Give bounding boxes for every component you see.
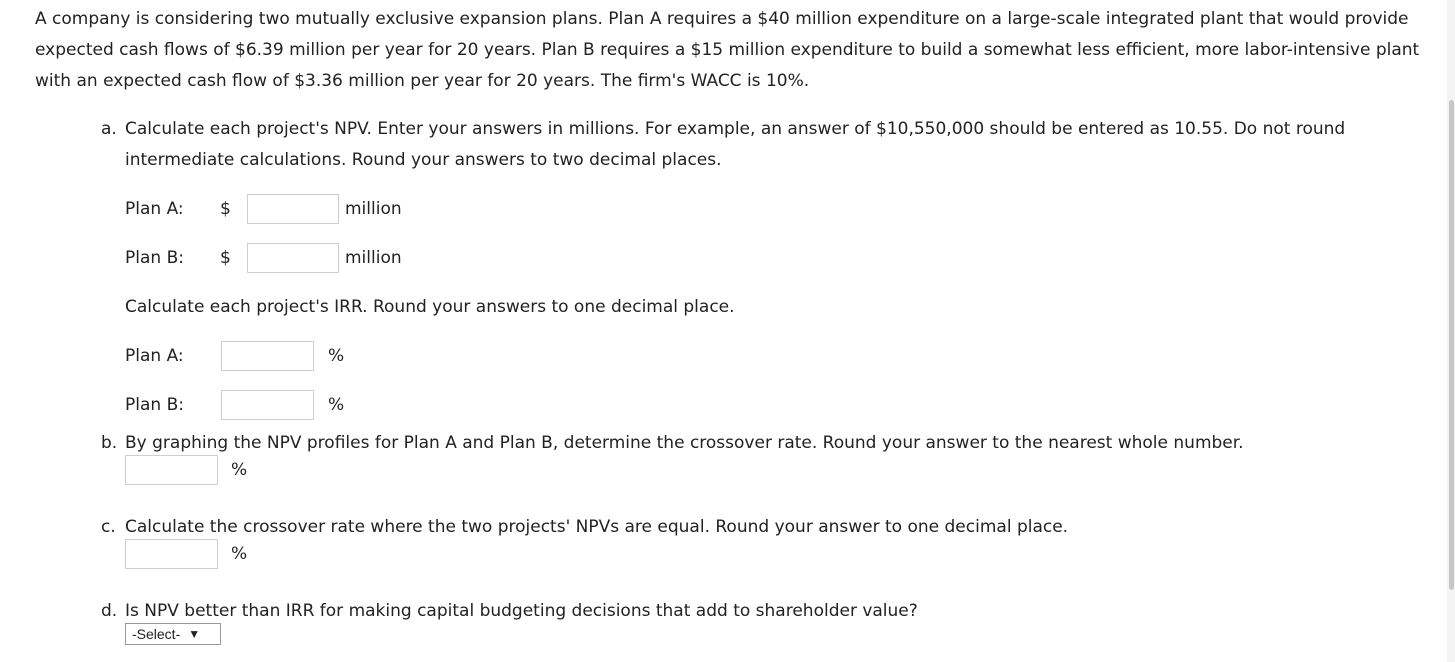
- irr-instruction: Calculate each project's IRR. Round your answers to one decimal place.: [125, 297, 735, 317]
- part-b-unit: %: [231, 460, 248, 480]
- npv-plan-b-unit: million: [345, 248, 402, 268]
- irr-plan-a-label: Plan A:: [125, 346, 184, 366]
- npv-plan-b-label: Plan B:: [125, 248, 184, 268]
- part-c-letter: c.: [101, 517, 116, 537]
- part-c-unit: %: [231, 544, 248, 564]
- irr-plan-a-unit: %: [328, 346, 345, 366]
- npv-vs-irr-select[interactable]: [125, 623, 221, 645]
- part-a-letter: a.: [101, 119, 117, 139]
- part-d-letter: d.: [101, 601, 118, 621]
- chevron-down-icon: ▼: [188, 627, 201, 641]
- crossover-rate-input[interactable]: [125, 539, 218, 569]
- part-a-instruction: Calculate each project's NPV. Enter your answers in millions. For example, an answer of $10,550,000 should be entered as 10.55. Do not round intermediate calculations. Round your answers to two decimal places.: [125, 119, 1346, 170]
- npv-plan-b-dollar: $: [220, 248, 231, 268]
- npv-plan-a-dollar: $: [220, 199, 231, 219]
- npv-plan-a-unit: million: [345, 199, 402, 219]
- crossover-graph-input[interactable]: [125, 455, 218, 485]
- vertical-scrollbar[interactable]: [1447, 0, 1455, 662]
- irr-plan-b-unit: %: [328, 395, 345, 415]
- select-value: -Select-: [132, 626, 181, 642]
- part-d-instruction: Is NPV better than IRR for making capital budgeting decisions that add to shareholder value?: [125, 601, 918, 621]
- npv-plan-b-input[interactable]: [247, 243, 339, 273]
- irr-plan-b-input[interactable]: [221, 390, 314, 420]
- npv-plan-a-label: Plan A:: [125, 199, 184, 219]
- npv-plan-a-input[interactable]: [247, 194, 339, 224]
- part-c-instruction: Calculate the crossover rate where the two projects' NPVs are equal. Round your answer to one decimal place.: [125, 517, 1069, 537]
- problem-intro: A company is considering two mutually exclusive expansion plans. Plan A requires a $40 million expenditure on a large-scale integrated plant that would provide expected cash flows of $6.39 million per year for 20 years. Plan B requires a $15 million expenditure to build a somewhat less efficient, more labor-intensive plant with an expected cash flow of $3.36 million per year for 20 years. The firm's WACC is 10%.: [35, 9, 1420, 91]
- irr-plan-a-input[interactable]: [221, 341, 314, 371]
- irr-plan-b-label: Plan B:: [125, 395, 184, 415]
- part-b-letter: b.: [101, 433, 118, 453]
- part-b-instruction: By graphing the NPV profiles for Plan A and Plan B, determine the crossover rate. Round your answer to the nearest whole number.: [125, 433, 1244, 453]
- scrollbar-thumb[interactable]: [1449, 100, 1454, 590]
